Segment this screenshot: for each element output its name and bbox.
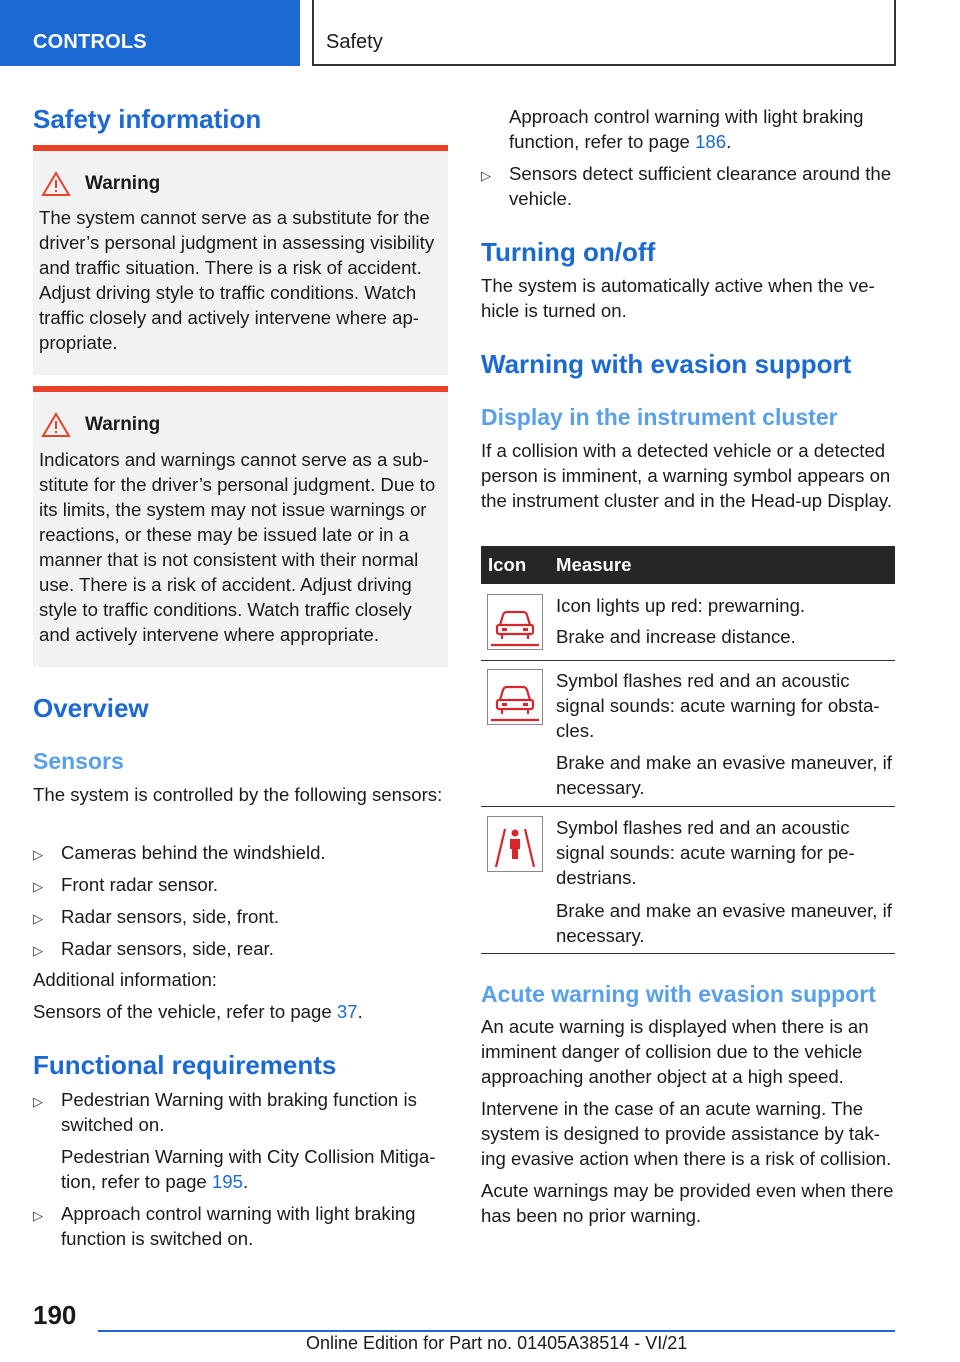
table-cell: Brake and make an evasive maneuver, if necessary. <box>556 900 892 946</box>
list-item: Sensors detect sufficient clearance around the vehicle. <box>509 163 892 209</box>
table-cell: Brake and make an evasive maneuver, if necessary. <box>556 752 892 798</box>
list-item: Front radar sensor. <box>61 874 219 895</box>
turning-text: The system is automatically active when the vehicle is turned on. <box>481 275 875 321</box>
acute-paragraph-2: Intervene in the case of an acute warning. The system is designed to provide assistance by taking evasive action when there is a risk of collision. <box>481 1098 892 1169</box>
heading-acute-warning: Acute warning with evasion support <box>481 981 876 1007</box>
chapter-title: Safety <box>312 0 896 66</box>
section-tab: CONTROLS <box>0 0 300 66</box>
display-text: If a collision with a detected vehicle or a detected person is imminent, a warning symbol appears on the instrument cluster and in the Head-up Display. <box>481 440 892 511</box>
table-cell: Symbol flashes red and an acoustic signal sounds: acute warning for pedestrians. <box>556 817 855 888</box>
pedestrian-warning-icon <box>487 816 543 872</box>
heading-turning-on-off: Turning on/off <box>481 237 656 267</box>
car-warning-icon <box>487 669 543 725</box>
bullet-icon: ▷ <box>33 911 43 926</box>
list-item: Radar sensors, side, rear. <box>61 938 274 959</box>
list-item: Approach control warning with light braking function is switched on. <box>61 1203 416 1249</box>
warning-text: Indicators and warnings cannot serve as a substitute for the driver’s personal judgment. Due to its limits, the system may not issue warnings or reactions, or these may be issued late or in a manner that is not consistent with their normal use. There is a risk of accident. Adjust driving style to traffic conditions. Watch traffic closely and actively intervene where appropriate. <box>39 449 436 645</box>
table-cell: Brake and increase distance. <box>556 626 796 647</box>
warning-label: Warning <box>85 414 161 435</box>
list-item: Cameras behind the windshield. <box>61 842 326 863</box>
list-item-reference: Pedestrian Warning with City Collision Mitigation, refer to page 195. <box>61 1146 436 1192</box>
table-cell: Symbol flashes red and an acoustic signal sounds: acute warning for obstacles. <box>556 670 880 741</box>
page-link[interactable]: 37 <box>336 1001 358 1022</box>
page-number: 190 <box>33 1300 77 1330</box>
warning-box-2 <box>33 386 448 667</box>
car-warning-icon <box>487 594 543 650</box>
additional-info-label: Additional information: <box>33 969 217 990</box>
sensors-reference: Sensors of the vehicle, refer to page 37. <box>33 1001 363 1022</box>
bullet-icon: ▷ <box>33 943 43 958</box>
bullet-icon: ▷ <box>481 168 491 183</box>
bullet-icon: ▷ <box>33 1208 43 1223</box>
column-header-icon: Icon <box>488 554 527 575</box>
warning-box-1 <box>33 145 448 375</box>
table-cell: Icon lights up red: prewarning. <box>556 595 806 616</box>
page-link[interactable]: 186 <box>695 131 727 152</box>
heading-display-instrument-cluster: Display in the instrument cluster <box>481 404 838 430</box>
section-title-safety-information: Safety information <box>33 104 262 134</box>
footer-edition: Online Edition for Part no. 01405A38514 - VI/21 <box>306 1333 688 1353</box>
sensors-intro: The system is controlled by the following sensors: <box>33 784 443 805</box>
bullet-icon: ▷ <box>33 1094 43 1109</box>
warning-triangle-icon <box>41 171 71 197</box>
bullet-icon: ▷ <box>33 879 43 894</box>
page-header <box>0 0 960 66</box>
heading-overview: Overview <box>33 693 149 723</box>
heading-functional-requirements: Functional requirements <box>33 1050 337 1080</box>
table-header <box>481 546 895 584</box>
warning-text: The system cannot serve as a substitute for the driver’s personal judgment in assessing visibility and traffic situation. There is a risk of accident. Adjust driving style to traffic conditions. Watch traffic closely and actively intervene where appropriate. <box>39 207 435 353</box>
acute-paragraph-1: An acute warning is displayed when there is an imminent danger of collision due to the vehicle approaching another object at a high speed. <box>481 1016 869 1087</box>
page-link[interactable]: 195 <box>211 1171 243 1192</box>
list-item-reference: Approach control warning with light braking function, refer to page 186. <box>509 106 864 152</box>
heading-warning-evasion-support: Warning with evasion support <box>481 349 852 379</box>
bullet-icon: ▷ <box>33 847 43 862</box>
warning-triangle-icon <box>41 412 71 438</box>
list-item: Pedestrian Warning with braking function is switched on. <box>61 1089 417 1135</box>
warning-label: Warning <box>85 173 161 194</box>
list-item: Radar sensors, side, front. <box>61 906 280 927</box>
acute-paragraph-3: Acute warnings may be provided even when there has been no prior warning. <box>481 1180 894 1226</box>
footer-divider <box>98 1330 895 1332</box>
heading-sensors: Sensors <box>33 748 124 774</box>
column-header-measure: Measure <box>556 554 632 575</box>
